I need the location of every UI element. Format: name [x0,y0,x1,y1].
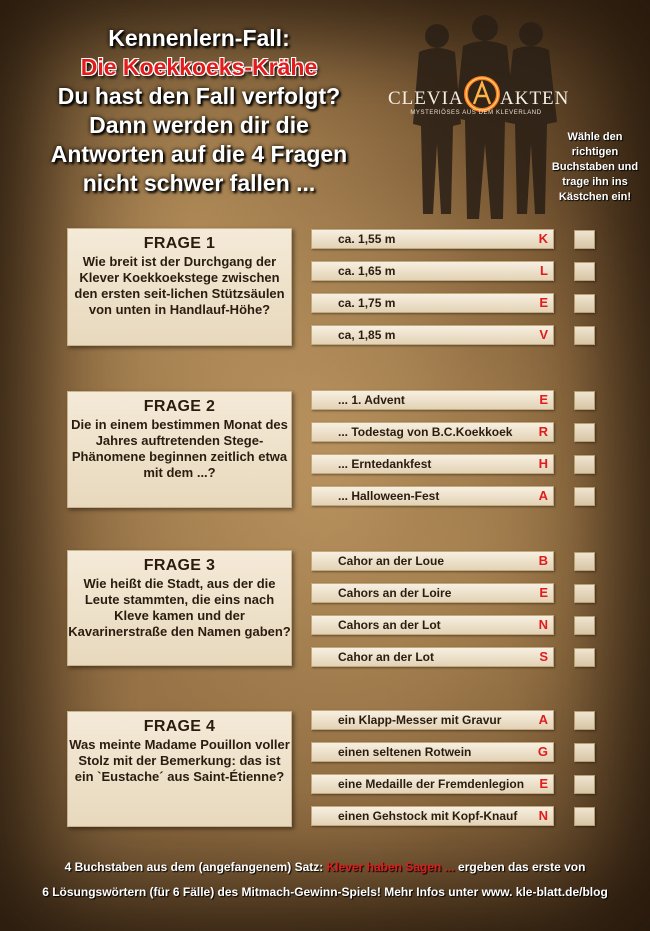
answer-letter: G [537,744,548,759]
answer-letter: R [538,424,548,439]
answer-checkbox[interactable] [574,230,595,249]
footer-text-end: ergeben das erste von [458,860,586,874]
fire-ring-emblem-icon [462,74,502,114]
answer-letter: K [538,231,548,246]
answer-3a[interactable] [311,551,554,571]
footer-text-start: 4 Buchstaben aus dem (angefangenem) Satz: [64,860,324,874]
headline [22,24,376,198]
answer-letter: E [539,295,548,310]
answer-text: ... Todestag von B.C.Koekkoek [338,425,513,439]
answer-text: eine Medaille der Fremdenlegion [338,777,525,791]
answer-1d[interactable] [311,325,554,345]
answer-2b[interactable] [311,422,554,442]
instruction-hint: Wähle den richtigen Buchstaben und trage ihn ins Kästchen ein! [551,131,639,203]
footer-highlight-phrase: Klever haben Sagen ... [326,860,455,874]
answer-1a[interactable] [311,229,554,249]
answer-checkbox[interactable] [574,648,595,667]
answer-checkbox[interactable] [574,294,595,313]
answer-checkbox[interactable] [574,487,595,506]
footer-line-2: 6 Lösungswörtern (für 6 Fälle) des Mitmach-Gewinn-Spiels! Mehr Infos unter www. kle-blatt.de/blog [42,885,608,899]
answer-1b[interactable] [311,261,554,281]
answer-letter: B [538,553,548,568]
answer-2d[interactable] [311,486,554,506]
answer-checkbox[interactable] [574,326,595,345]
answer-text: ... 1. Advent [338,393,405,407]
answer-4b[interactable] [311,742,554,762]
answer-text: Cahor an der Lot [338,650,435,664]
answer-checkbox[interactable] [574,743,595,762]
answer-text: Cahor an der Loue [338,554,445,568]
answer-checkbox[interactable] [574,775,595,794]
headline-line-1: Kennenlern-Fall: [108,25,290,51]
question-4-title: FRAGE 4 [143,718,216,735]
question-4-text: Was meinte Madame Pouillon voller Stolz mit der Bemerkung: das ist ein `Eustache´ aus Saint-Étienne? [69,737,290,784]
headline-line-4: Dann werden dir die [89,112,309,138]
answer-text: ca, 1,85 m [338,328,396,342]
answer-text: ein Klapp-Messer mit Gravur [338,713,502,727]
answer-text: Cahors an der Loire [338,586,452,600]
answer-checkbox[interactable] [574,584,595,603]
question-1-box [67,228,292,346]
answer-text: einen Gehstock mit Kopf-Knauf [338,809,518,823]
logo-word-left: CLEVIA [388,88,464,109]
footer-note [0,855,650,905]
answer-letter: S [539,649,548,664]
question-2-box [67,391,292,508]
answer-1c[interactable] [311,293,554,313]
headline-line-5: Antworten auf die 4 Fragen [50,141,348,167]
answer-2a[interactable] [311,390,554,410]
question-2-title: FRAGE 2 [143,398,216,415]
answer-letter: A [538,712,548,727]
answer-checkbox[interactable] [574,711,595,730]
answer-3b[interactable] [311,583,554,603]
answer-text: ca. 1,55 m [338,232,396,246]
headline-line-6: nicht schwer fallen ... [82,170,316,196]
footer-line-1 [0,855,650,880]
answer-checkbox[interactable] [574,552,595,571]
answer-text: einen seltenen Rotwein [338,745,472,759]
answer-text: ca. 1,65 m [338,264,396,278]
answer-checkbox[interactable] [574,455,595,474]
answer-3d[interactable] [311,647,554,667]
answer-letter: A [538,488,548,503]
logo-tagline: MYSTERIÖSES AUS DEM KLEVERLAND [410,110,542,116]
answer-text: ca. 1,75 m [338,296,396,310]
answer-checkbox[interactable] [574,807,595,826]
answer-letter: E [539,392,548,407]
answer-letter: V [539,327,548,342]
answer-letter: N [538,617,548,632]
answer-letter: N [538,808,548,823]
answer-checkbox[interactable] [574,391,595,410]
question-1-text: Wie breit ist der Durchgang der Klever Koekkoekstege zwischen den ersten seit-lichen Stützsäulen von unten in Handlauf-Höhe? [74,254,285,317]
question-3-title: FRAGE 3 [143,557,216,574]
answer-text: ... Halloween-Fest [338,489,440,503]
headline-case-title: Die Koekkoeks-Krähe [80,54,318,80]
clevia-akten-logo [386,84,570,124]
answer-letter: E [539,776,548,791]
question-2-text: Die in einem bestimmen Monat des Jahres auftretenden Stege-Phänomene beginnen zeitlich etwa mit dem ...? [71,417,288,480]
answer-4d[interactable] [311,806,554,826]
answer-4a[interactable] [311,710,554,730]
answer-letter: E [539,585,548,600]
answer-checkbox[interactable] [574,262,595,281]
answer-text: Cahors an der Lot [338,618,441,632]
headline-line-3: Du hast den Fall verfolgt? [57,83,341,109]
people-silhouettes-image [405,14,565,234]
answer-letter: H [538,456,548,471]
answer-3c[interactable] [311,615,554,635]
answer-2c[interactable] [311,454,554,474]
answer-checkbox[interactable] [574,423,595,442]
answer-text: ... Erntedankfest [338,457,432,471]
logo-word-right: AKTEN [500,88,570,109]
question-3-text: Wie heißt die Stadt, aus der die Leute stammten, die eins nach Kleve kamen und der Kavarinerstraße den Namen gaben? [68,576,291,639]
answer-letter: L [540,263,548,278]
answer-checkbox[interactable] [574,616,595,635]
question-1-title: FRAGE 1 [143,235,216,252]
answer-4c[interactable] [311,774,554,794]
question-3-box [67,550,292,666]
question-4-box [67,711,292,827]
